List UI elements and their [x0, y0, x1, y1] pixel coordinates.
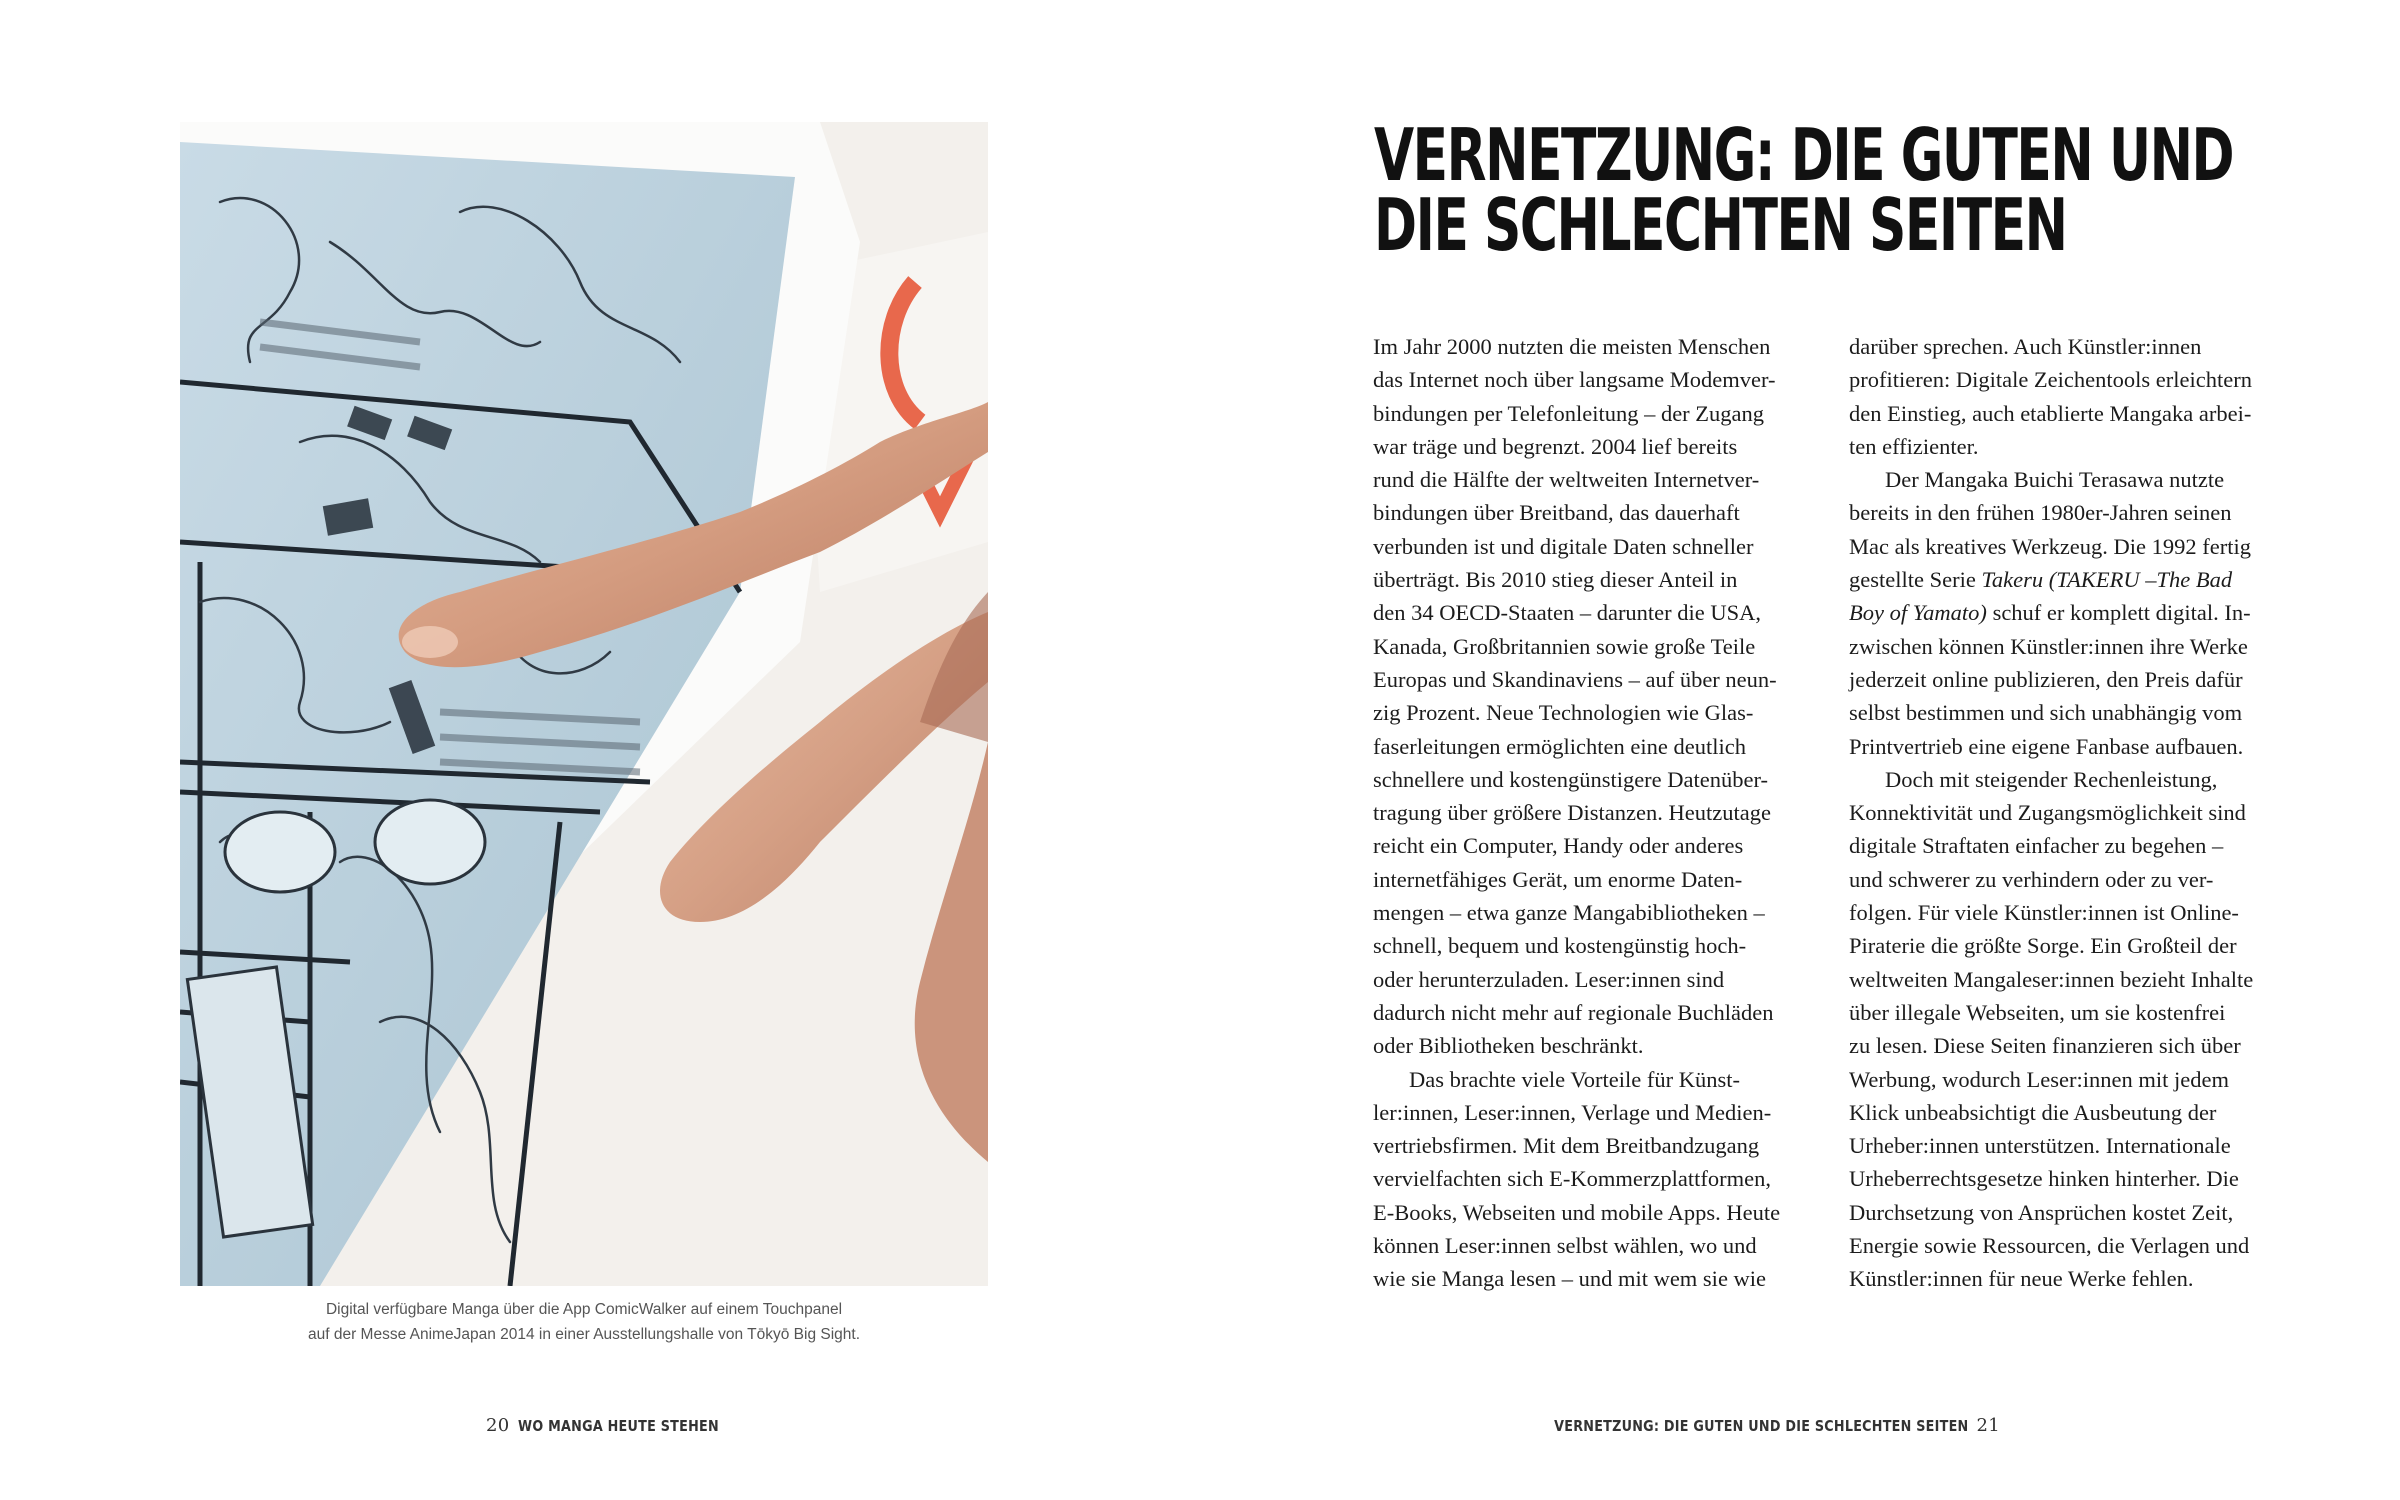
body-line: Konnektivität und Zugangsmöglichkeit sind [1849, 800, 2246, 826]
body-line: Werbung, wodurch Leser:innen mit jedem [1849, 1066, 2229, 1092]
body-line: das Internet noch über langsame Modemver- [1373, 367, 1776, 393]
chapter-title [1374, 113, 2234, 267]
body-line: internetfähiges Gerät, um enorme Daten- [1373, 866, 1743, 892]
body-line: können Leser:innen selbst wählen, wo und [1373, 1233, 1757, 1259]
body-line: Urheberrechtsgesetze hinken hinterher. Die [1849, 1166, 2239, 1192]
body-line: oder Bibliotheken beschränkt. [1373, 1033, 1644, 1059]
caption-line-2: auf der Messe AnimeJapan 2014 in einer Ausstellungshalle von Tōkyō Big Sight. [307, 1326, 861, 1343]
body-line: zu lesen. Diese Seiten finanzieren sich über [1849, 1033, 2241, 1059]
body-line: bindungen per Telefonleitung – der Zugang [1373, 400, 1765, 426]
left-page-footer [486, 1415, 754, 1436]
body-line: wie sie Manga lesen – und mit wem sie wie [1373, 1266, 1767, 1292]
body-column-1 [1373, 330, 1825, 1296]
right-page-footer [1481, 1415, 2000, 1436]
body-line: profitieren: Digitale Zeichentools erleichtern [1849, 367, 2252, 393]
body-line: ten effizienter. [1849, 433, 1979, 459]
body-line: Klick unbeabsichtigt die Ausbeutung der [1849, 1099, 2217, 1125]
right-running-title: VERNETZUNG: DIE GUTEN UND DIE SCHLECHTEN SEITEN [1554, 1417, 1969, 1435]
body-line: zwischen können Künstler:innen ihre Werke [1849, 633, 2248, 659]
body-line: Piraterie die größte Sorge. Ein Großteil der [1849, 933, 2237, 959]
body-line: war träge und begrenzt. 2004 lief bereits [1373, 433, 1738, 459]
series-title-italic: Boy of Yamato) [1849, 600, 1987, 626]
body-line: Im Jahr 2000 nutzten die meisten Menschen [1373, 334, 1771, 359]
body-line: Mac als kreatives Werkzeug. Die 1992 fertig [1849, 533, 2252, 559]
body-line: Energie sowie Ressourcen, die Verlagen und [1849, 1233, 2250, 1259]
body-line: Kanada, Großbritannien sowie große Teile [1373, 633, 1756, 659]
body-line-indented: Der Mangaka Buichi Terasawa nutzte [1885, 467, 2225, 493]
body-line: den 34 OECD-Staaten – darunter die USA, [1373, 600, 1762, 626]
body-line: folgen. Für viele Künstler:innen ist Online- [1849, 900, 2239, 926]
left-running-title: WO MANGA HEUTE STEHEN [517, 1417, 719, 1435]
tablet-manga-photo [180, 122, 988, 1286]
body-line: dadurch nicht mehr auf regionale Buchläden [1373, 999, 1774, 1025]
body-line: überträgt. Bis 2010 stieg dieser Anteil in [1373, 567, 1738, 593]
body-line-with-italic [1849, 596, 2301, 629]
body-line: bereits in den frühen 1980er-Jahren seinen [1849, 500, 2232, 526]
body-line: Europas und Skandinaviens – auf über neun- [1373, 666, 1777, 692]
body-line: ler:innen, Leser:innen, Verlage und Medien- [1373, 1099, 1772, 1125]
body-line: den Einstieg, auch etablierte Mangaka arbei- [1849, 400, 2252, 426]
right-page-number: 21 [1976, 1415, 2000, 1436]
body-line-with-italic [1849, 563, 2301, 596]
body-line: darüber sprechen. Auch Künstler:innen [1849, 334, 2202, 359]
body-line-indented: Doch mit steigender Rechenleistung, [1885, 766, 2218, 792]
body-line: selbst bestimmen und sich unabhängig vom [1849, 700, 2243, 726]
body-line: Printvertrieb eine eigene Fanbase aufbauen. [1849, 733, 2244, 759]
caption-line-1: Digital verfügbare Manga über die App ComicWalker auf einem Touchpanel [325, 1301, 843, 1318]
body-line: faserleitungen ermöglichten eine deutlich [1373, 733, 1746, 759]
body-line: tragung über größere Distanzen. Heutzutage [1373, 800, 1771, 826]
body-line: über illegale Webseiten, um sie kostenfrei [1849, 999, 2226, 1025]
photo-caption [180, 1297, 988, 1347]
body-line: weltweiten Mangaleser:innen bezieht Inhalte [1849, 966, 2254, 992]
body-line: oder herunterzuladen. Leser:innen sind [1373, 966, 1725, 992]
body-text-run: gestellte Serie [1849, 567, 1982, 593]
body-line: und schwerer zu verhindern oder zu ver- [1849, 866, 2214, 892]
body-line: vertriebsfirmen. Mit dem Breitbandzugang [1373, 1133, 1760, 1159]
body-line: schnell, bequem und kostengünstig hoch- [1373, 933, 1747, 959]
body-line: schnellere und kostengünstigere Datenüber- [1373, 766, 1769, 792]
body-line: vervielfachten sich E-Kommerzplattformen, [1373, 1166, 1771, 1192]
title-line-2: DIE SCHLECHTEN SEITEN [1374, 183, 2067, 267]
body-line: rund die Hälfte der weltweiten Internetver- [1373, 467, 1760, 493]
body-line-indented: Das brachte viele Vorteile für Künst- [1409, 1066, 1740, 1092]
title-line-1: VERNETZUNG: DIE GUTEN UND [1374, 113, 2234, 197]
body-line: verbunden ist und digitale Daten schneller [1373, 533, 1754, 559]
body-text-run: schuf er komplett digital. In- [1986, 600, 2251, 626]
body-line: E-Books, Webseiten und mobile Apps. Heute [1373, 1199, 1781, 1225]
body-line: zig Prozent. Neue Technologien wie Glas- [1373, 700, 1754, 726]
body-line: Urheber:innen unterstützen. Internationale [1849, 1133, 2231, 1159]
body-line: digitale Straftaten einfacher zu begehen – [1849, 833, 2224, 859]
body-line: Künstler:innen für neue Werke fehlen. [1849, 1266, 2194, 1292]
left-page-number: 20 [486, 1415, 510, 1436]
body-line: Durchsetzung von Ansprüchen kostet Zeit, [1849, 1199, 2234, 1225]
body-line: bindungen über Breitband, das dauerhaft [1373, 500, 1740, 526]
body-column-2 [1849, 330, 2301, 1296]
body-line: reicht ein Computer, Handy oder anderes [1373, 833, 1744, 859]
series-title-italic: Takeru (TAKERU –The Bad [1981, 567, 2233, 593]
body-line: jederzeit online publizieren, den Preis dafür [1849, 666, 2243, 692]
body-line: mengen – etwa ganze Mangabibliotheken – [1373, 900, 1765, 926]
photo-illustration [180, 122, 988, 1286]
